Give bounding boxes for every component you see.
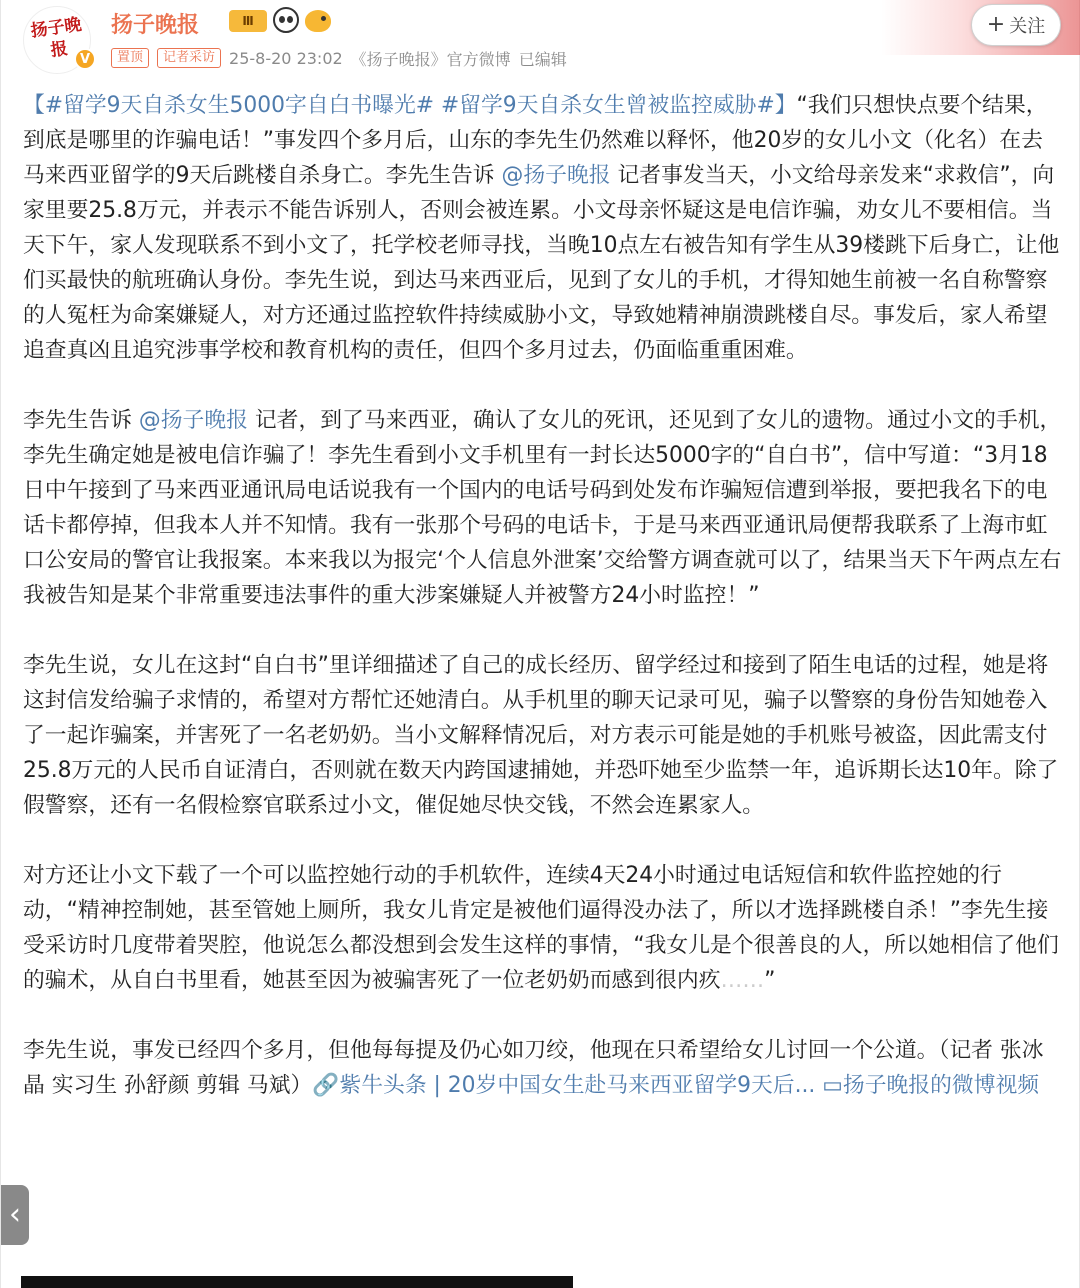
post-source: 《扬子晚报》官方微博 <box>350 49 511 69</box>
paragraph-1: 【#留学9天自杀女生5000字自白书曝光# #留学9天自杀女生曾被监控威胁#】“我们只想快点要个结果，到底是哪里的诈骗电话！”事发四个多月后，山东的李先生仍然难以释怀，他20岁的女儿小文（化名）在去马来西亚留学的9天后跳楼自杀身亡。李先生告诉 @扬子晚报 记者事发当天，小文给母亲发来“求救信”，向家里要25.8万元，并表示不能告诉别人，否则会被连累。小文母亲怀疑这是电信诈骗，劝女儿不要相信。当天下午，家人发现联系不到小文了，托学校老师寻找，当晚10点左右被告知有学生从39楼跳下后身亡，让他们买最快的航班确认身份。李先生说，到达马来西亚后，见到了女儿的手机，才得知她生前被一名自称警察的人冤枉为命案嫌疑人，对方还通过监控软件持续威胁小文，导致她精神崩溃跳楼自尽。事发后，家人希望追查真凶且追究涉事学校和教育机构的责任，但四个多月过去，仍面临重重困难。 <box>23 93 1060 363</box>
member-level-badge-icon[interactable]: Ⅲ <box>229 10 267 32</box>
link-icon: 🔗 <box>312 1073 340 1098</box>
mention-link[interactable]: @扬子晚报 <box>138 408 248 433</box>
video-link[interactable]: ▭扬子晚报的微博视频 <box>822 1073 1040 1098</box>
paragraph-2: 李先生告诉 @扬子晚报 记者，到了马来西亚，确认了女儿的死讯，还见到了女儿的遗物。通过小文的手机，李先生确定她是被电信诈骗了！李先生看到小文手机里有一封长达5000字的“自白书”，信中写道：“3月18日中午接到了马来西亚通讯局电话说我有一个国内的电话号码到处发布诈骗短信遭到举报，要把我名下的电话卡都停掉，但我本人并不知情。我有一张那个号码的电话卡，于是马来西亚通讯局便帮我联系了上海市虹口公安局的警官让我报案。本来我以为报完‘个人信息外泄案’交给警方调查就可以了，结果当天下午两点左右我被告知是某个非常重要违法事件的重大涉案嫌疑人并被警方24小时监控！” <box>23 408 1062 608</box>
edited-label[interactable]: 已编辑 <box>518 49 567 69</box>
back-arrow-icon[interactable]: ‹ <box>1 1185 29 1245</box>
bird-badge-icon[interactable] <box>305 10 331 32</box>
post-meta <box>111 46 567 70</box>
follow-button[interactable] <box>971 4 1061 46</box>
plus-icon: + <box>986 12 1006 37</box>
topic-hashtags[interactable]: 【#留学9天自杀女生5000字自白书曝光# #留学9天自杀女生曾被监控威胁#】 <box>23 93 797 118</box>
article-link[interactable]: 🔗紫牛头条 | 20岁中国女生赴马来西亚留学9天后... <box>312 1073 816 1098</box>
faded-ellipsis: …… <box>720 968 765 993</box>
post-timestamp: 25-8-20 23:02 <box>229 48 343 68</box>
verified-badge-icon: V <box>74 48 96 70</box>
avatar-logo-text: 扬子晚报 <box>29 14 83 61</box>
follow-label: 关注 <box>1009 16 1046 37</box>
reporter-interview-tag[interactable]: 记者采访 <box>157 48 221 68</box>
account-name[interactable]: 扬子晚报 <box>111 13 200 38</box>
video-icon: ▭ <box>822 1073 843 1098</box>
bottom-overlay-bar <box>21 1276 573 1288</box>
pinned-tag: 置顶 <box>111 48 149 68</box>
paragraph-5: 李先生说，事发已经四个多月，但他每每提及仍心如刀绞，他现在只希望给女儿讨回一个公道。（记者 张冰晶 实习生 孙舒颜 剪辑 马斌）🔗紫牛头条 | 20岁中国女生赴马来西亚留学9天后... ▭扬子晚报的微博视频 <box>23 1038 1044 1098</box>
panda-badge-icon[interactable] <box>273 7 299 33</box>
mention-link[interactable]: @扬子晚报 <box>501 163 611 188</box>
paragraph-3: 李先生说，女儿在这封“自白书”里详细描述了自己的成长经历、留学经过和接到了陌生电话的过程，她是将这封信发给骗子求情的，希望对方帮忙还她清白。从手机里的聊天记录可见，骗子以警察的身份告知她卷入了一起诈骗案，并害死了一名老奶奶。当小文解释情况后，对方表示可能是她的手机账号被盗，因此需支付25.8万元的人民币自证清白，否则就在数天内跨国逮捕她，并恐吓她至少监禁一年，追诉期长达10年。除了假警察，还有一名假检察官联系过小文，催促她尽快交钱，不然会连累家人。 <box>23 653 1059 818</box>
paragraph-4: 对方还让小文下载了一个可以监控她行动的手机软件，连续4天24小时通过电话短信和软件监控她的行动，“精神控制她，甚至管她上厕所，我女儿肯定是被他们逼得没办法了，所以才选择跳楼自杀！”李先生接受采访时几度带着哭腔，他说怎么都没想到会发生这样的事情，“我女儿是个很善良的人，所以她相信了他们的骗术，从自白书里看，她甚至因为被骗害死了一位老奶奶而感到很内疚……” <box>23 863 1059 993</box>
post-header <box>1 0 1080 80</box>
post-content <box>23 88 1063 1103</box>
